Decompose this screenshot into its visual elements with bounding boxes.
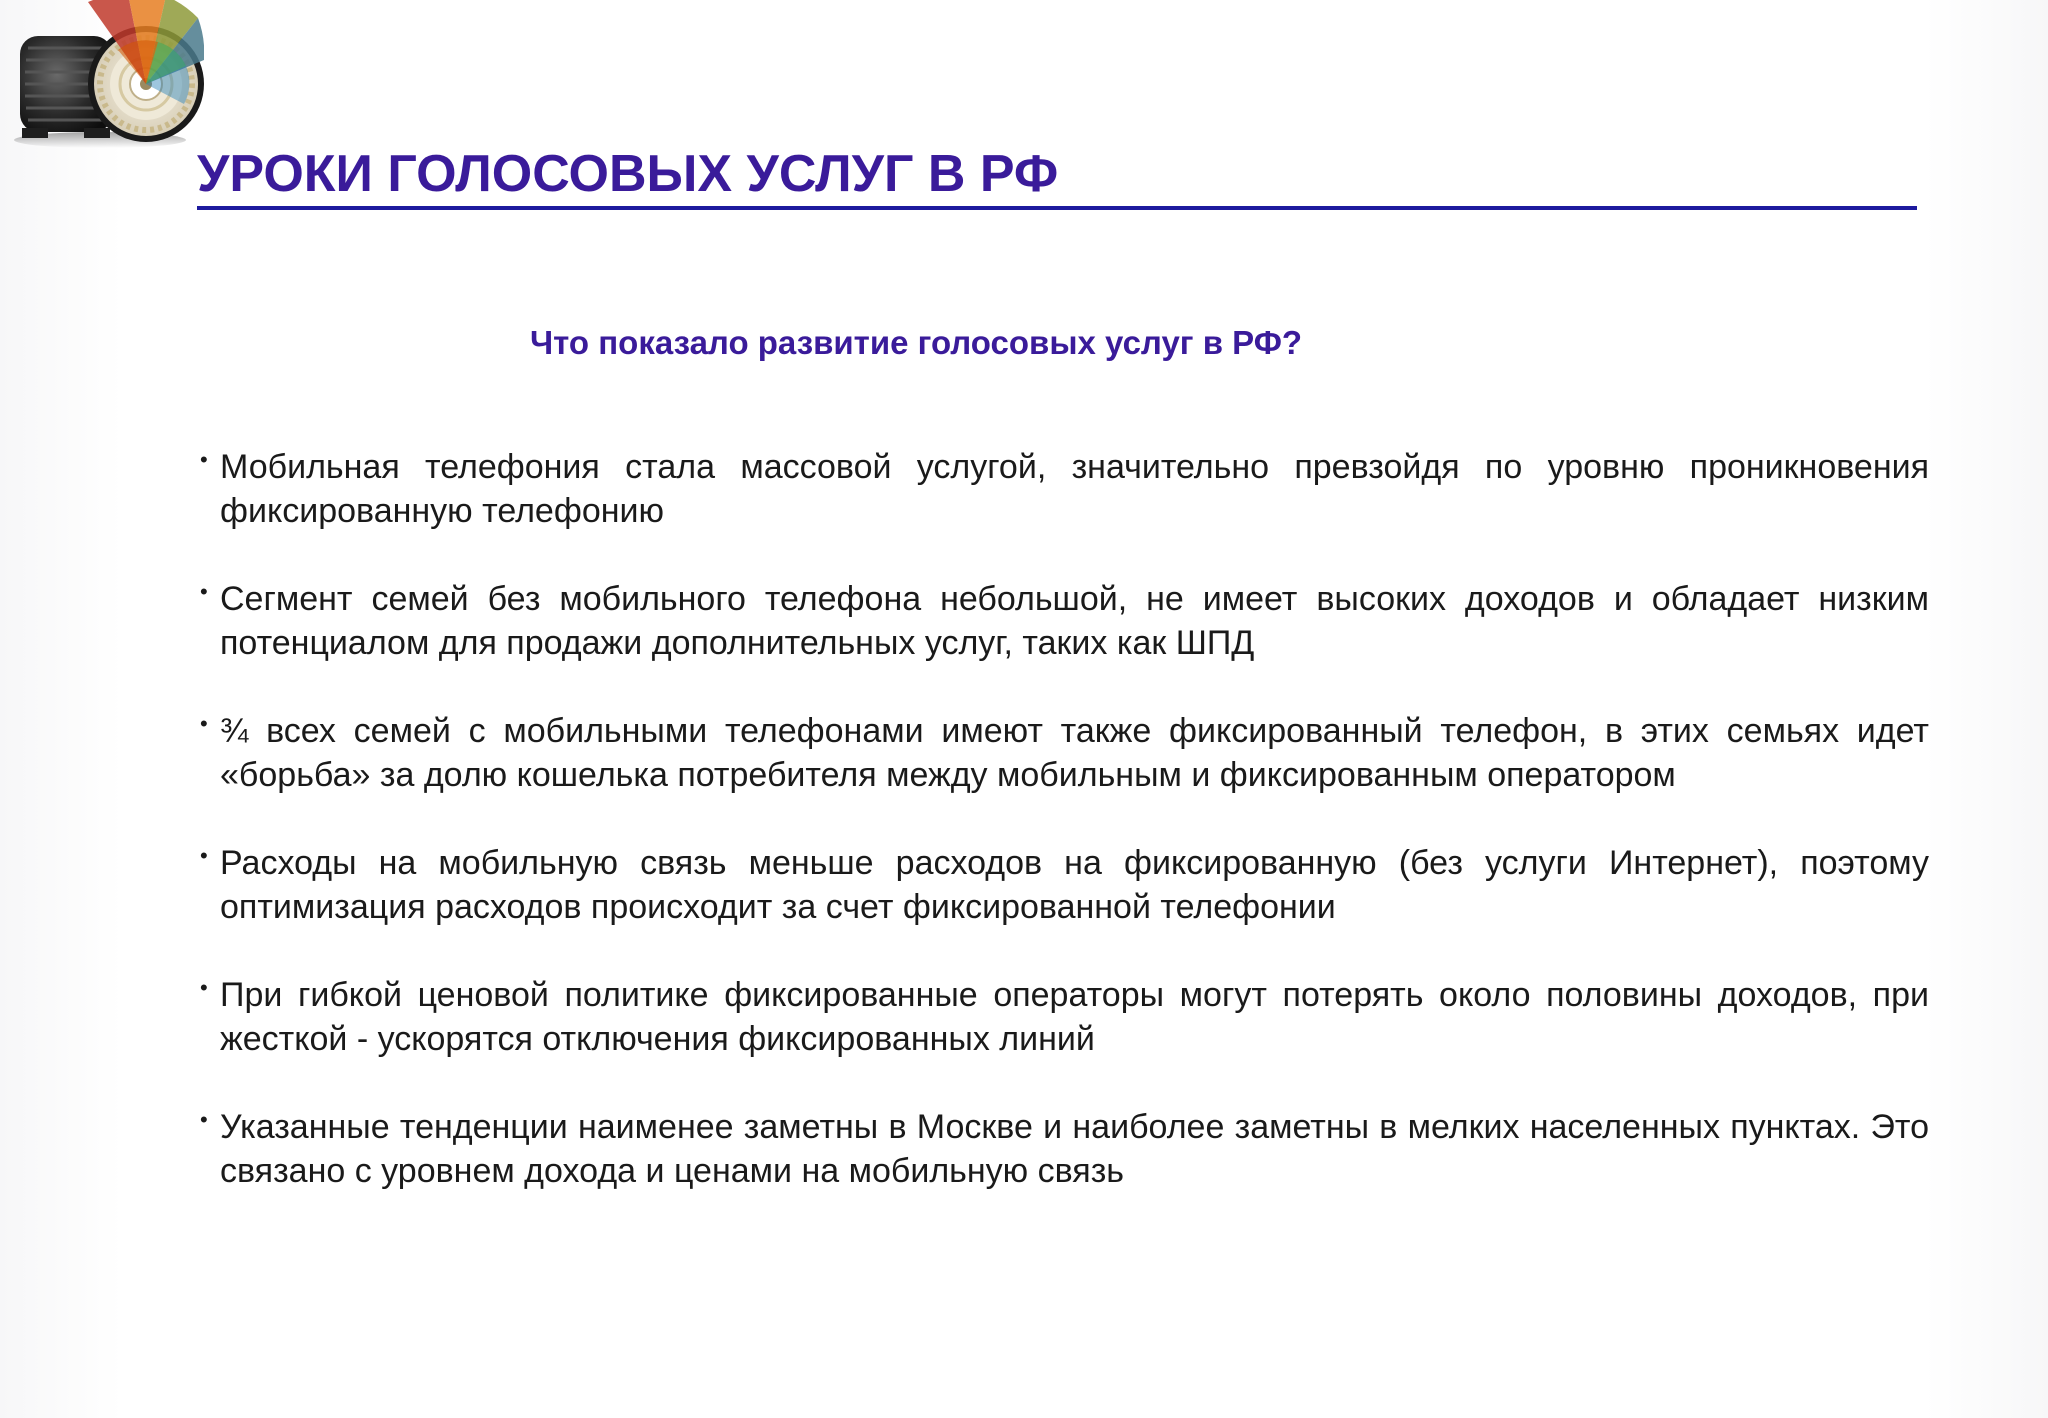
bullet-item: [200, 577, 1929, 665]
bullet-item: [200, 973, 1929, 1061]
bullet-list: [200, 445, 1929, 1237]
bullet-text: Сегмент семей без мобильного телефона небольшой, не имеет высоких доходов и обладает низким потенциалом для продажи дополнительных услуг, таких как ШПД: [220, 580, 1929, 662]
electric-motor-logo-icon: [8, 0, 204, 150]
bullet-marker: •: [200, 447, 208, 472]
bullet-marker: •: [200, 843, 208, 868]
slide-subtitle: Что показало развитие голосовых услуг в РФ?: [530, 324, 1303, 361]
bullet-item: [200, 709, 1929, 797]
bullet-text: Мобильная телефония стала массовой услугой, значительно превзойдя по уровню проникновения фиксированную телефонию: [220, 448, 1929, 530]
bullet-text: Указанные тенденции наименее заметны в Москве и наиболее заметны в мелких населенных пунктах. Это связано с уровнем дохода и ценами на мобильную связь: [220, 1108, 1929, 1190]
bullet-item: [200, 445, 1929, 533]
bullet-marker: •: [200, 975, 208, 1000]
bullet-marker: •: [200, 579, 208, 604]
bullet-item: [200, 841, 1929, 929]
bullet-item: [200, 1105, 1929, 1193]
bullet-marker: •: [200, 711, 208, 736]
bullet-marker: •: [200, 1107, 208, 1132]
title-underline: [197, 206, 1917, 210]
page-title: УРОКИ ГОЛОСОВЫХ УСЛУГ В РФ: [197, 145, 1059, 203]
bullet-text: Расходы на мобильную связь меньше расходов на фиксированную (без услуги Интернет), поэтому оптимизация расходов происходит за счет фиксированной телефонии: [220, 844, 1929, 926]
bullet-text: ¾ всех семей с мобильными телефонами имеют также фиксированный телефон, в этих семьях идет «борьба» за долю кошелька потребителя между мобильным и фиксированным оператором: [220, 712, 1929, 794]
bullet-text: При гибкой ценовой политике фиксированные операторы могут потерять около половины доходов, при жесткой - ускорятся отключения фиксированных линий: [220, 976, 1929, 1058]
